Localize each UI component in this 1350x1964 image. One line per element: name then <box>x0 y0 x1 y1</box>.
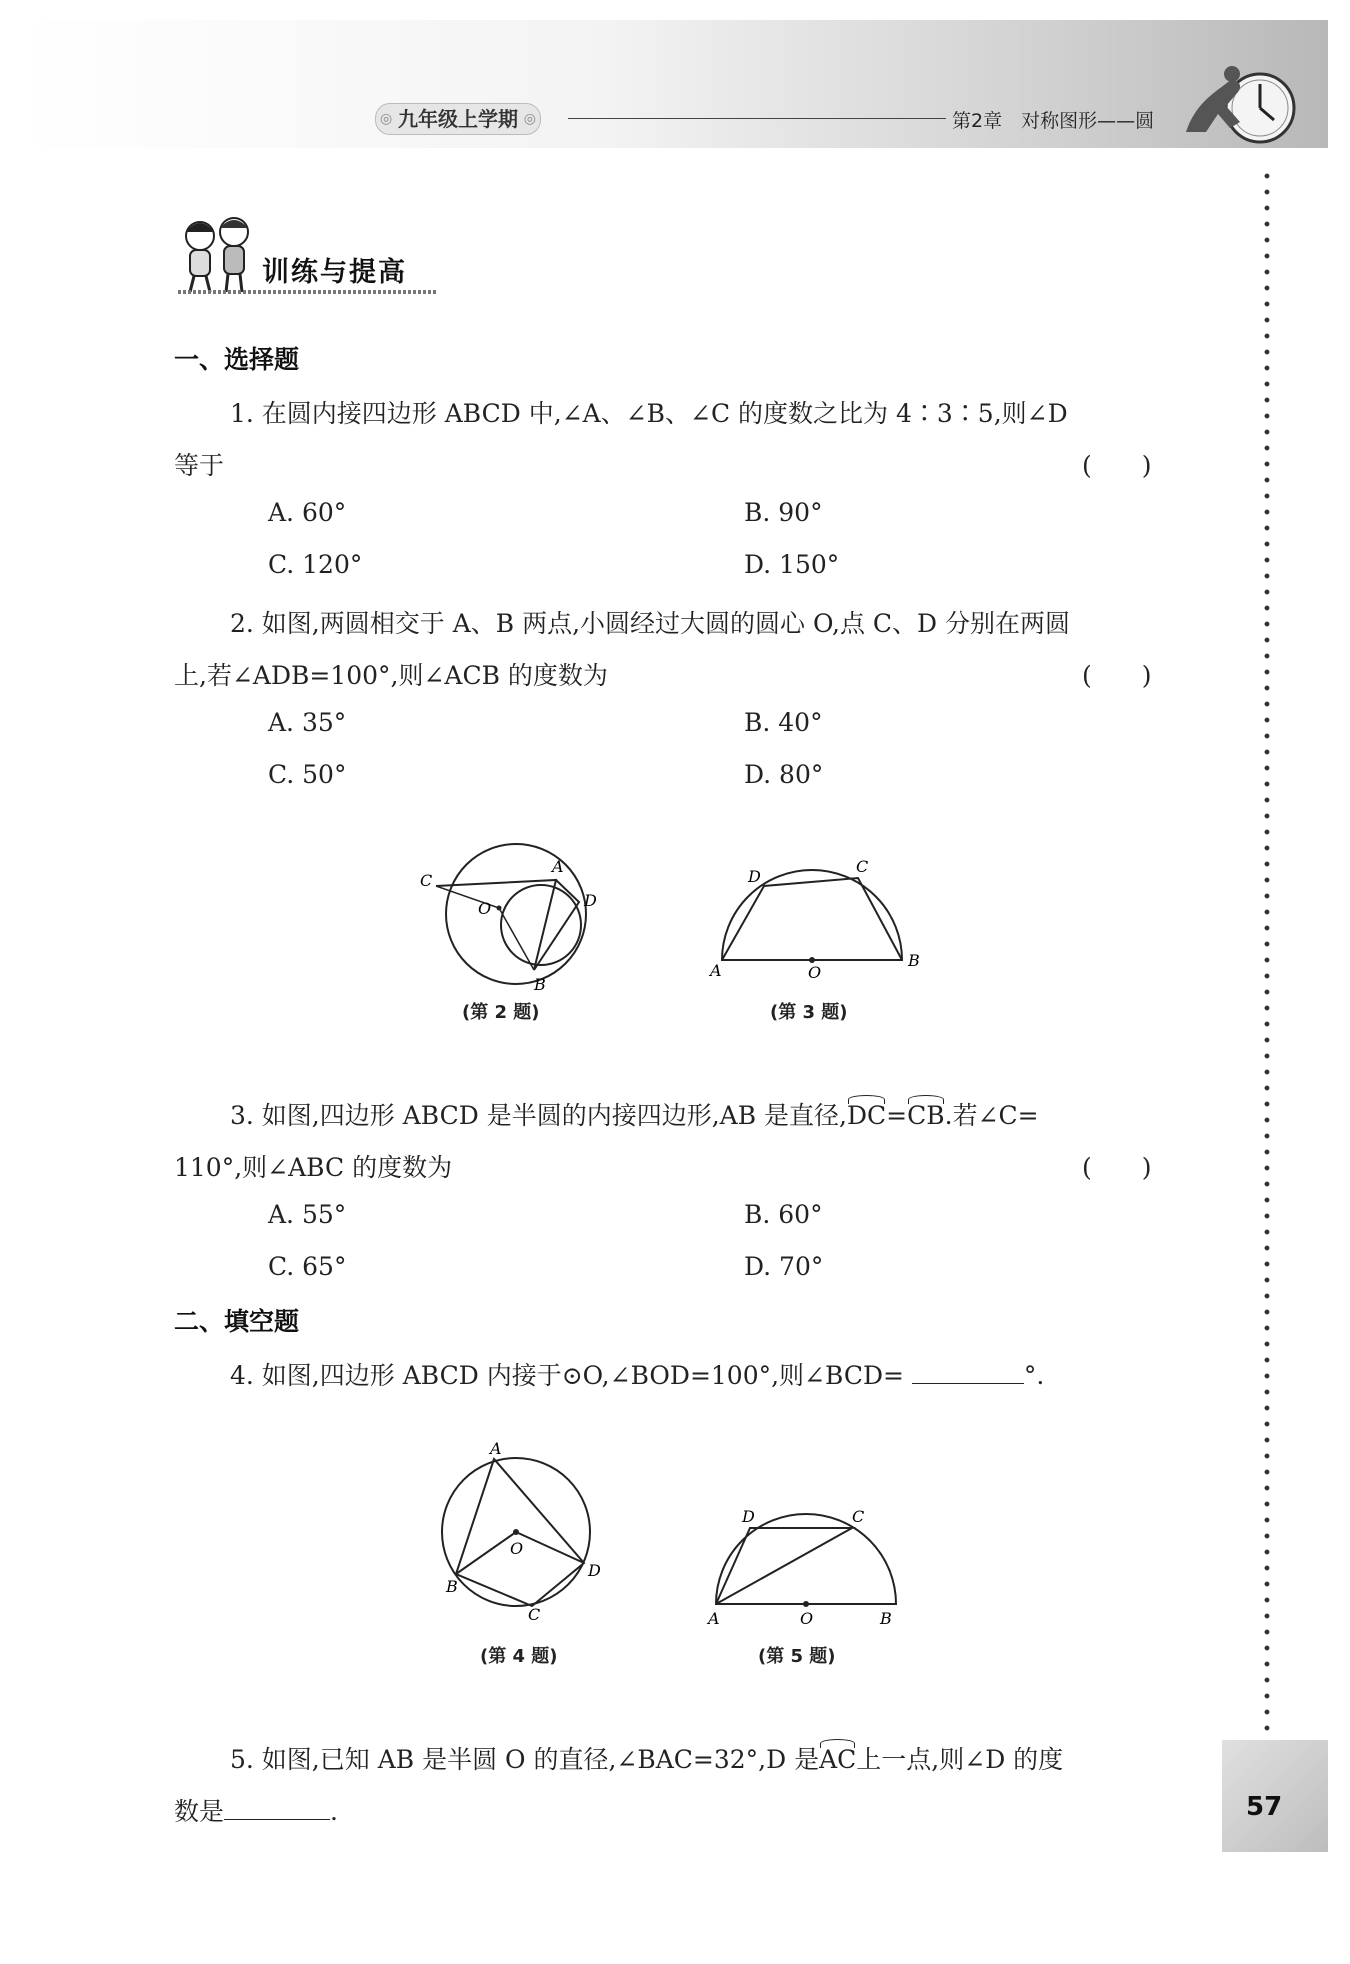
q3-arc-cb: CB <box>907 1101 945 1130</box>
section-banner-title: 训练与提高 <box>262 257 407 288</box>
fig3-label-c: C <box>856 857 869 876</box>
q2-option-a[interactable]: A. 35° <box>268 708 347 737</box>
fig5-label-a: A <box>708 1609 720 1628</box>
figure-4-caption: (第 4 题) <box>480 1646 558 1667</box>
q3-line1-a: 3. 如图,四边形 ABCD 是半圆的内接四边形,AB 是直径, <box>230 1101 847 1130</box>
q3-line1 <box>230 1096 1039 1132</box>
figure-5-semicircle <box>704 1508 914 1628</box>
grade-label: ◎ 九年级上学期 ◎ <box>375 103 541 135</box>
q1-option-c[interactable]: C. 120° <box>268 550 363 579</box>
runner-compass-logo <box>1166 62 1306 152</box>
q5-line1-a: 5. 如图,已知 AB 是半圆 O 的直径,∠BAC=32°,D 是 <box>230 1745 820 1774</box>
page-number: 57 <box>1246 1792 1283 1822</box>
fig2-label-c: C <box>420 871 433 890</box>
q3-line2: 110°,则∠ABC 的度数为 <box>174 1153 453 1182</box>
q3-option-c[interactable]: C. 65° <box>268 1252 347 1281</box>
fig2-label-d: D <box>584 891 597 910</box>
q5-arc-ac: AC <box>819 1745 857 1774</box>
fig4-label-a: A <box>490 1440 502 1458</box>
q3-line1-b: .若∠C= <box>944 1101 1039 1130</box>
q2-option-c[interactable]: C. 50° <box>268 760 347 789</box>
q5-suffix: . <box>330 1797 338 1826</box>
figure-3-semicircle <box>708 850 928 980</box>
q3-option-a[interactable]: A. 55° <box>268 1200 347 1229</box>
q5-line1-b: 上一点,则∠D 的度 <box>856 1745 1064 1774</box>
q5-answer-blank[interactable] <box>224 1797 330 1820</box>
figure-2-intersecting-circles <box>408 840 618 990</box>
fig4-label-o: O <box>510 1539 524 1558</box>
fig4-label-c: C <box>528 1605 541 1620</box>
q3-equals: = <box>886 1101 908 1130</box>
fig4-label-d: D <box>588 1561 601 1580</box>
figure-4-cyclic-quadrilateral <box>428 1440 608 1620</box>
fig5-label-c: C <box>852 1508 865 1526</box>
q2-line1: 2. 如图,两圆相交于 A、B 两点,小圆经过大圆的圆心 O,点 C、D 分别在两圆 <box>230 609 1071 638</box>
fig3-label-o: O <box>808 963 822 980</box>
q3-answer-paren[interactable]: ( ) <box>1082 1153 1152 1182</box>
q2-option-b[interactable]: B. 40° <box>744 708 823 737</box>
q1-answer-paren[interactable]: ( ) <box>1082 451 1152 480</box>
section-heading-choice: 一、选择题 <box>174 345 300 374</box>
kids-illustration <box>172 212 264 298</box>
q1-option-a[interactable]: A. 60° <box>268 498 347 527</box>
q4-suffix: °. <box>1023 1361 1045 1390</box>
figure-2-caption: (第 2 题) <box>462 1002 540 1023</box>
q1-option-d[interactable]: D. 150° <box>744 550 840 579</box>
q3-option-b[interactable]: B. 60° <box>744 1200 823 1229</box>
header-rule <box>568 118 946 119</box>
q3-option-d[interactable]: D. 70° <box>744 1252 824 1281</box>
fig5-label-o: O <box>800 1609 814 1628</box>
q2-answer-paren[interactable]: ( ) <box>1082 661 1152 690</box>
fig3-label-b: B <box>908 951 920 970</box>
dotted-border <box>1264 168 1270 1738</box>
fig2-label-a: A <box>552 857 564 876</box>
q5-line2-text: 数是 <box>174 1797 225 1826</box>
fig5-label-d: D <box>742 1508 755 1526</box>
q4-text: 4. 如图,四边形 ABCD 内接于⊙O,∠BOD=100°,则∠BCD= <box>230 1361 904 1390</box>
q5-line2 <box>174 1792 338 1828</box>
q5-line1 <box>230 1740 1063 1776</box>
banner-underline <box>178 290 436 294</box>
fig2-label-b: B <box>534 975 546 990</box>
q4-answer-blank[interactable] <box>912 1361 1024 1384</box>
fig2-chord-c <box>436 880 556 970</box>
fig3-label-a: A <box>710 961 722 980</box>
section-heading-fill: 二、填空题 <box>174 1307 300 1336</box>
fig4-label-b: B <box>446 1577 458 1596</box>
q1-line1: 1. 在圆内接四边形 ABCD 中,∠A、∠B、∠C 的度数之比为 4∶3∶5,则∠D <box>230 399 1068 428</box>
figure-3-caption: (第 3 题) <box>770 1002 848 1023</box>
q2-line2: 上,若∠ADB=100°,则∠ACB 的度数为 <box>174 661 608 690</box>
fig3-label-d: D <box>748 867 761 886</box>
chapter-title: 第2章 对称图形——圆 <box>952 110 1155 132</box>
q4-line <box>230 1356 1044 1392</box>
q2-option-d[interactable]: D. 80° <box>744 760 824 789</box>
q1-option-b[interactable]: B. 90° <box>744 498 823 527</box>
q1-line2: 等于 <box>174 451 225 480</box>
figure-5-caption: (第 5 题) <box>758 1646 836 1667</box>
q3-arc-dc: DC <box>846 1101 887 1130</box>
fig2-label-o: O <box>478 899 492 918</box>
fig5-label-b: B <box>880 1609 892 1628</box>
